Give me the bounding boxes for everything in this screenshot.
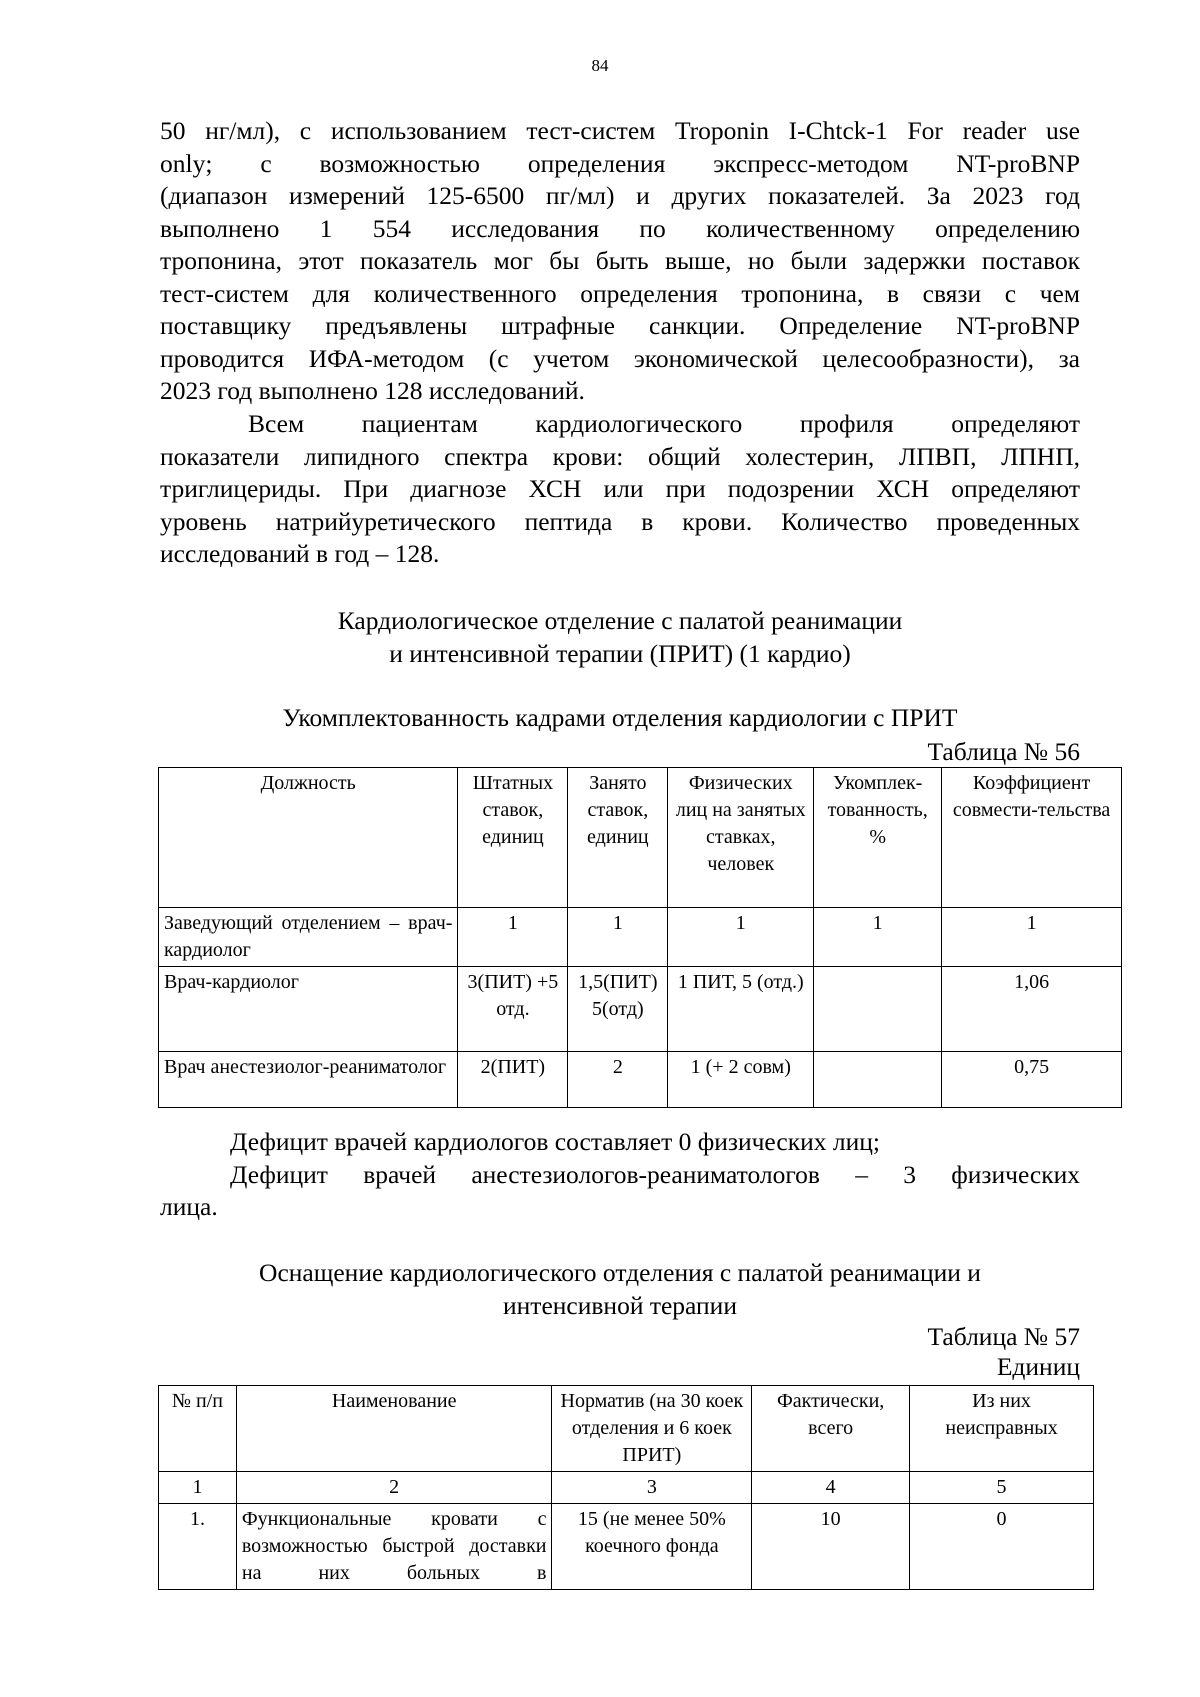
table-cell: 1 (+ 2 совм) (668, 1052, 814, 1108)
table-cell: 1 (942, 908, 1122, 967)
table-cell: 0,75 (942, 1052, 1122, 1108)
text-line: выполнено 1 554 исследования по количественному определению (160, 213, 1080, 243)
table-cell: 3(ПИТ) +5 отд. (458, 967, 568, 1052)
table57-unit: Единиц (996, 1352, 1080, 1381)
paragraph-lipids (160, 408, 1080, 571)
table-row (159, 1504, 1094, 1590)
table-cell: 1 (568, 908, 668, 967)
text-line: показатели липидного спектра крови: общий холестерин, ЛПВП, ЛПНП, (160, 441, 1080, 471)
paragraph-deficit (160, 1126, 1080, 1224)
table-cell: 1. (159, 1504, 237, 1590)
text-line: тест-систем для количественного определения тропонина, в связи с чем (160, 278, 1080, 308)
column-number: 2 (236, 1472, 552, 1504)
table56-title: Укомплектованность кадрами отделения кардиологии с ПРИТ (282, 703, 958, 732)
table-cell: 1 (668, 908, 814, 967)
table-title-line: интенсивной терапии (503, 1290, 737, 1320)
table56-label: Таблица № 56 (927, 737, 1080, 766)
text-line: уровень натрийуретического пептида в крови. Количество проведенных (160, 506, 1080, 536)
table-header-row (159, 1386, 1094, 1472)
header-cell: Фактически, всего (752, 1386, 910, 1472)
column-number: 5 (910, 1472, 1094, 1504)
paragraph-troponin (160, 115, 1080, 408)
table-cell: 15 (не менее 50% коечного фонда (552, 1504, 752, 1590)
page-number: 84 (591, 56, 609, 75)
table-cell: Врач-кардиолог (159, 967, 458, 1052)
text-line: тропонина, этот показатель мог бы быть выше, но были задержки поставок (160, 246, 1080, 275)
text-line: 50 нг/мл), с использованием тест-систем Troponin I-Chtck-1 For reader use (160, 116, 1080, 145)
column-number-row (159, 1472, 1094, 1504)
table-cell: Заведующий отделением – врач-кардиолог (159, 908, 458, 967)
table-row (159, 967, 1122, 1052)
column-number: 3 (552, 1472, 752, 1504)
table-cell: 1 ПИТ, 5 (отд.) (668, 967, 814, 1052)
table-cell (814, 967, 942, 1052)
text-line: Дефицит врачей анестезиологов-реаниматологов – 3 физических (230, 1159, 1080, 1189)
table-cell: 1,06 (942, 967, 1122, 1052)
table-title-line: Оснащение кардиологического отделения с палатой реанимации и (259, 1258, 981, 1287)
header-cell: Укомплек-тованность, % (814, 768, 942, 908)
table-cell: 1 (458, 908, 568, 967)
text-line: исследований в год – 128. (160, 539, 440, 568)
header-cell: Занято ставок, единиц (568, 768, 668, 908)
table-header-row (159, 768, 1122, 908)
header-cell: Штатных ставок, единиц (458, 768, 568, 908)
text-line: (диапазон измерений 125-6500 пг/мл) и других показателей. За 2023 год (160, 181, 1080, 210)
column-number: 4 (752, 1472, 910, 1504)
section-title-line: и интенсивной терапии (ПРИТ) (1 кардио) (389, 638, 851, 668)
text-line: Дефицит врачей кардиологов составляет 0 физических лиц; (230, 1127, 880, 1156)
text-line: триглицериды. При диагнозе ХСН или при подозрении ХСН определяют (160, 474, 1080, 503)
header-cell: № п/п (159, 1386, 237, 1472)
text-line: only; с возможностью определения экспресс-методом NT-proBNP (160, 148, 1080, 178)
text-line: лица. (160, 1192, 218, 1221)
text-line: поставщику предъявлены штрафные санкции. Определение NT-proBNP (160, 311, 1080, 340)
header-cell: Коэффициент совмести-тельства (942, 768, 1122, 908)
text-line: Всем пациентам кардиологического профиля определяют (248, 409, 1080, 438)
text-line: 2023 год выполнено 128 исследований. (160, 376, 585, 405)
header-cell: Норматив (на 30 коек отделения и 6 коек ПРИТ) (552, 1386, 752, 1472)
section-title-line: Кардиологическое отделение с палатой реанимации (337, 606, 903, 635)
table-cell: Функциональные кровати с возможностью быстрой доставки на них больных в (236, 1504, 552, 1590)
equipment-table (158, 1385, 1094, 1590)
table-row (159, 1052, 1122, 1108)
section-title (160, 605, 1080, 670)
table-cell: 2(ПИТ) (458, 1052, 568, 1108)
table-cell: 1 (814, 908, 942, 967)
table-cell: 0 (910, 1504, 1094, 1590)
table-cell: 1,5(ПИТ) 5(отд) (568, 967, 668, 1052)
header-cell: Из них неисправных (910, 1386, 1094, 1472)
table57-title (160, 1257, 1080, 1322)
table-cell: Врач анестезиолог-реаниматолог (159, 1052, 458, 1108)
table-cell: 2 (568, 1052, 668, 1108)
text-line: проводится ИФА-методом (с учетом экономической целесообразности), за (160, 343, 1080, 373)
column-number: 1 (159, 1472, 237, 1504)
staffing-table (158, 767, 1122, 1108)
header-cell: Должность (159, 768, 458, 908)
table57-label: Таблица № 57 (927, 1322, 1080, 1351)
table-cell: 10 (752, 1504, 910, 1590)
header-cell: Наименование (236, 1386, 552, 1472)
header-cell: Физических лиц на занятых ставках, человек (668, 768, 814, 908)
table-cell (814, 1052, 942, 1108)
table-row (159, 908, 1122, 967)
